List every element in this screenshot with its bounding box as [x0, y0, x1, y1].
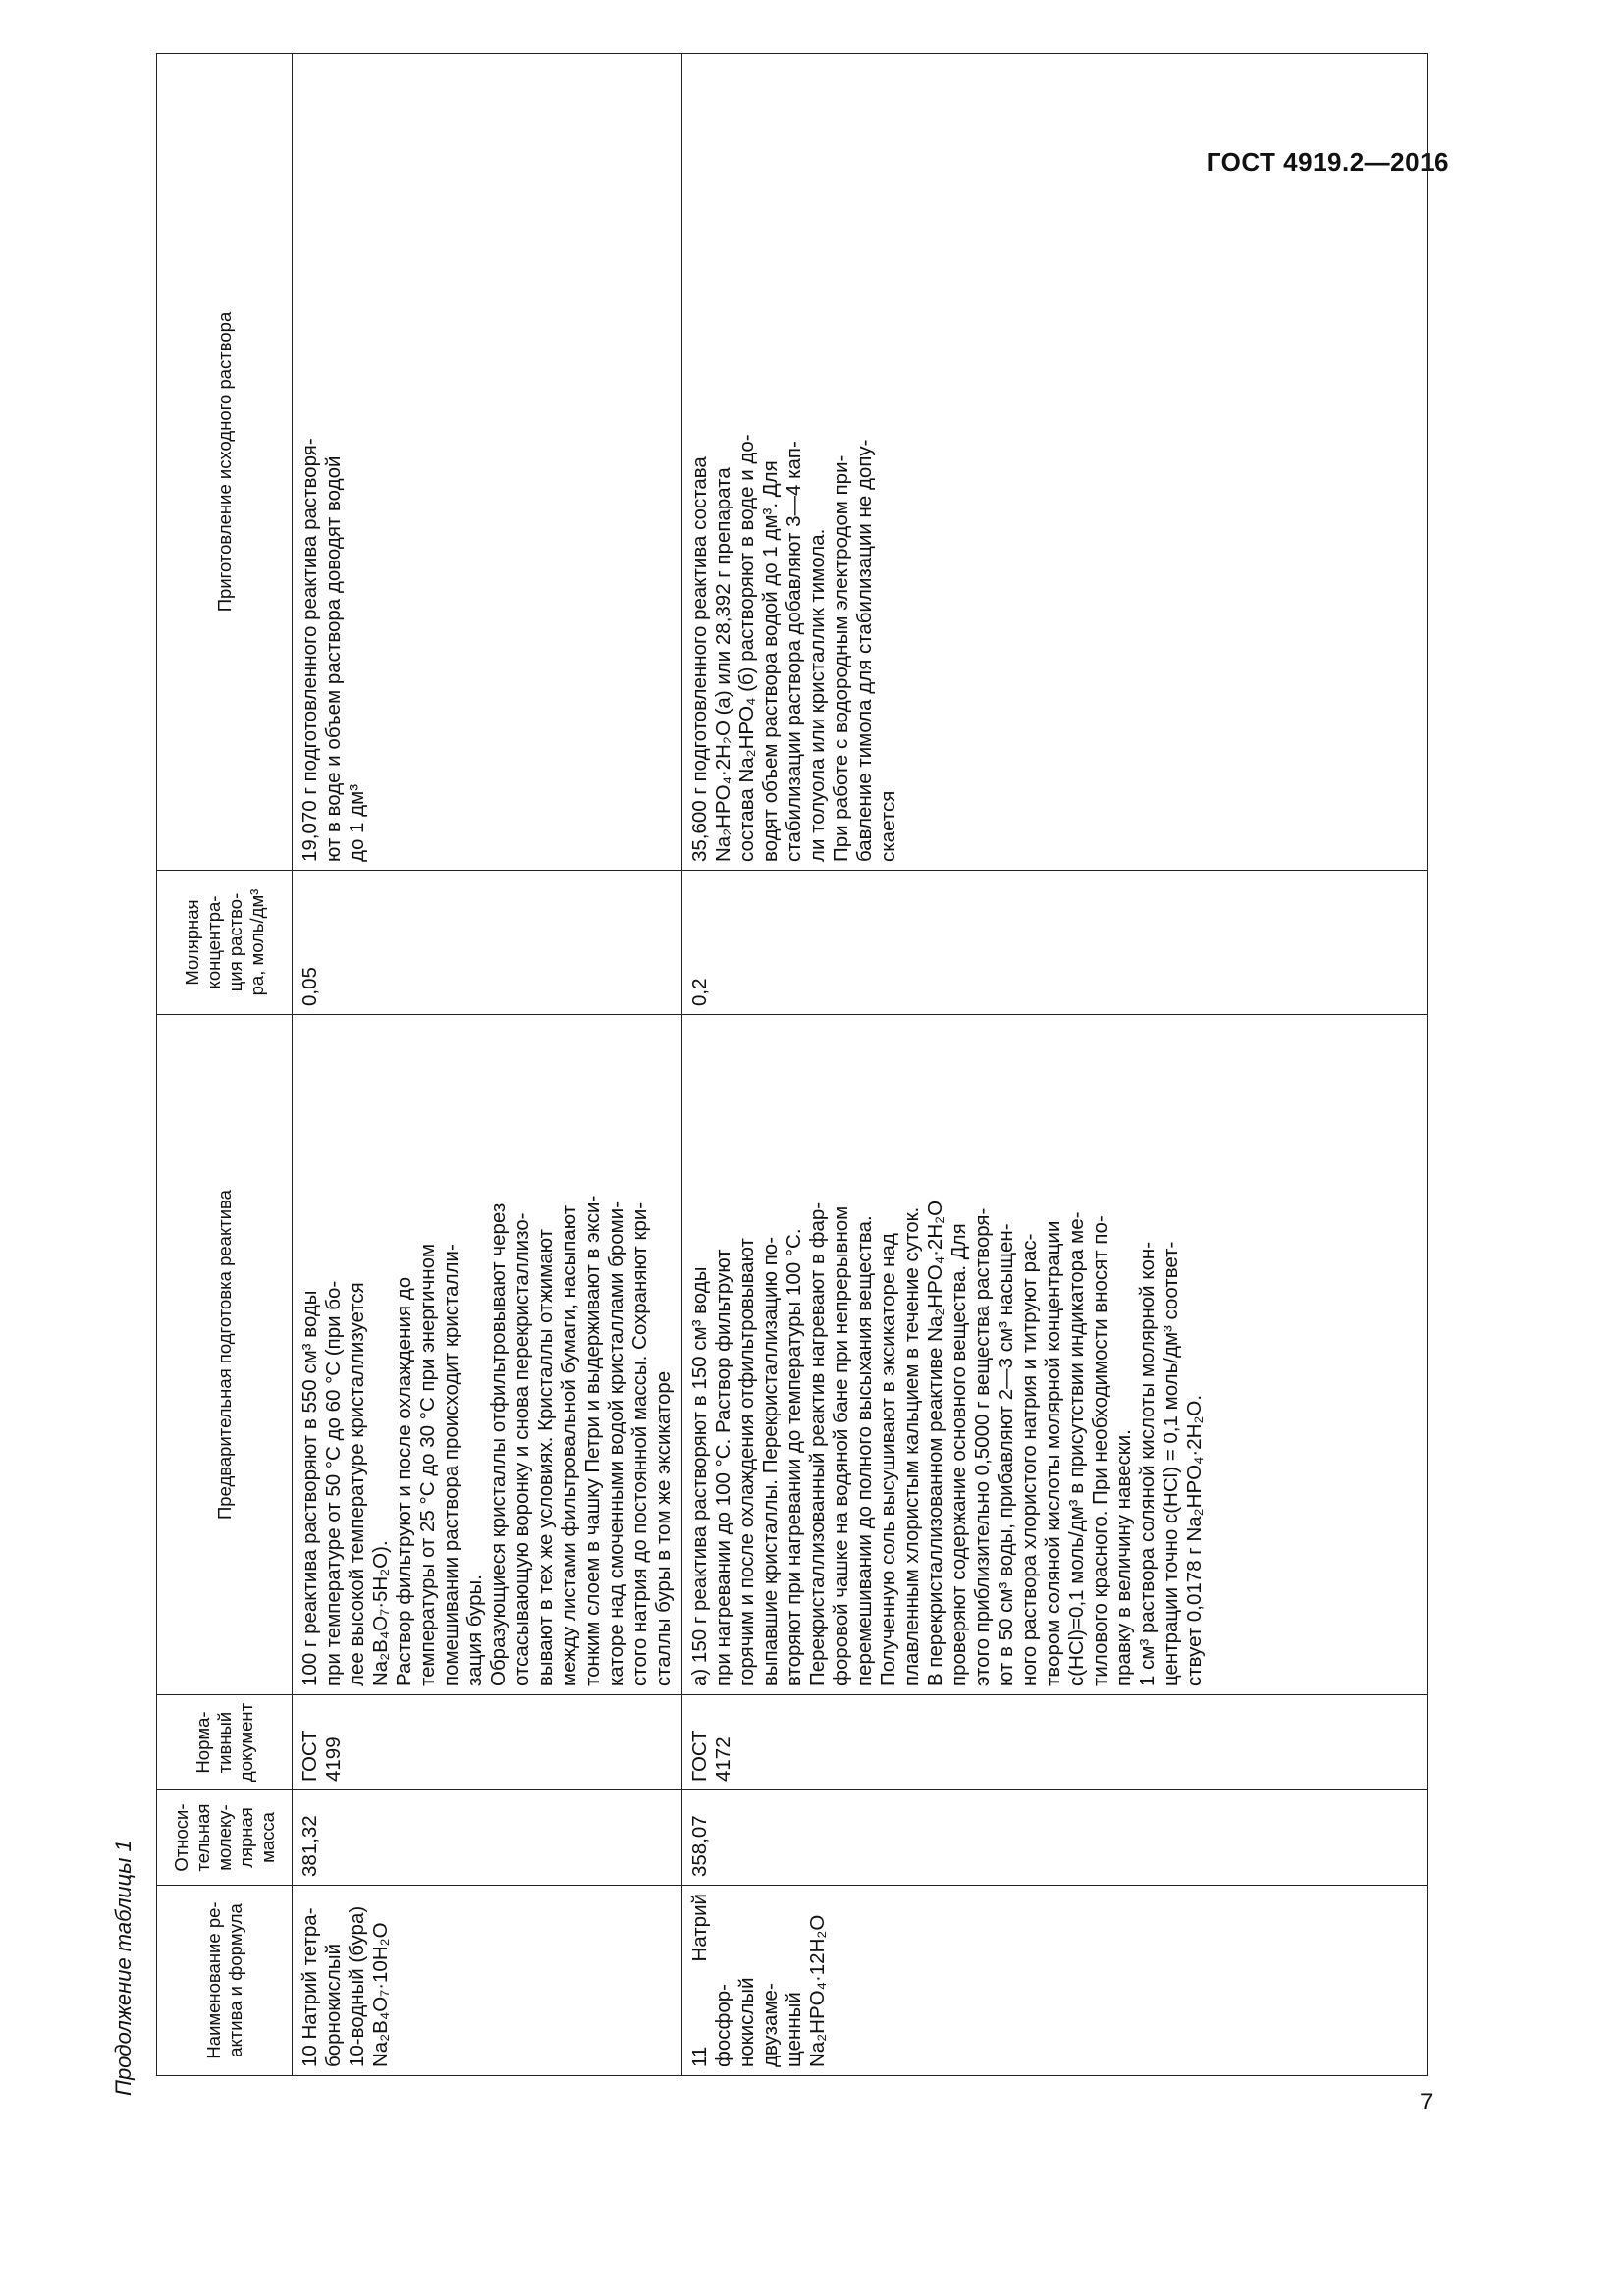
text-line: температуры от 25 °С до 30 °С при энергичном	[416, 1243, 439, 1686]
col-header-solution	[157, 54, 293, 871]
text-line: отсасывающую воронку и снова перекристаллизо-	[511, 1212, 533, 1686]
text-line: В перекристаллизованном реактиве Na₂HPO₄·2H₂O	[924, 1200, 947, 1686]
text-line: Na₂B₄O₇·5H₂O).	[369, 1540, 392, 1686]
text-line: 11 Натрий фосфор-	[688, 1894, 734, 2067]
text-line: состава Na₂HPO₄ (б) растворяют в воде и до-	[735, 434, 758, 862]
text-line: Na₂B₄O₇·10H₂O	[369, 1922, 392, 2067]
text-line: 35,600 г подготовленного реактива состава	[688, 456, 711, 862]
text-line: а) 150 г реактива растворяют в 150 см³ воды	[688, 1266, 711, 1686]
text-line: каторе над смоченными водой кристаллами броми-	[605, 1201, 627, 1686]
text-line: ют в воде и объем раствора доводят водой	[322, 455, 345, 862]
text-line: лее высокой температуре кристаллизуется	[346, 1282, 368, 1686]
text-line: перемешивании до полного высыхания вещества.	[853, 1215, 876, 1686]
text-line: Раствор фильтруют и после охлаждения до	[393, 1276, 415, 1686]
text-line: молеку-	[213, 1804, 235, 1871]
text-line: до 1 дм³	[346, 783, 368, 862]
text-line: вывают в тех же условиях. Кристаллы отжимают	[534, 1228, 557, 1686]
text-line: стабилизации раствора добавляют 3—4 кап-	[783, 441, 805, 862]
text-line: Молярная	[181, 899, 202, 986]
reagent-name-cell	[682, 1886, 1428, 2076]
table-row	[682, 54, 1428, 2076]
text-line: тельная	[191, 1803, 213, 1872]
text-line: бавление тимола для стабилизации не допу-	[853, 439, 876, 862]
preparation-cell	[682, 1015, 1428, 1695]
text-line: Na₂HPO₄·12H₂O	[806, 1914, 829, 2067]
text-line: центрации точно c(HCl) = 0,1 моль/дм³ соответ-	[1160, 1241, 1182, 1686]
text-line: ли толуола или кристаллик тимола.	[806, 528, 829, 862]
text-line: Норма-	[191, 1711, 213, 1774]
text-line: водят объем раствора водой до 1 дм³. Для	[759, 460, 782, 862]
preparation-cell	[293, 1015, 682, 1695]
text-line: выпавшие кристаллы. Перекристаллизацию по-	[759, 1236, 782, 1686]
text-line: тивный	[213, 1711, 235, 1774]
text-line: ра, моль/дм³	[245, 888, 267, 996]
text-line: 100 г реактива растворяют в 550 см³ воды	[298, 1290, 321, 1686]
text-line: Образующиеся кристаллы отфильтровывают через	[487, 1202, 510, 1686]
text-line: стого натрия до постоянной массы. Сохраняют кри-	[628, 1201, 651, 1686]
molecular-mass-cell: 381,32	[293, 1790, 682, 1886]
text-line: Приготовление исходного раствора	[213, 311, 235, 613]
solution-cell	[293, 54, 682, 871]
text-line: плавленным хлористым кальцием в течение суток.	[900, 1206, 923, 1686]
text-line: При работе с водородным электродом при-	[830, 454, 852, 862]
text-line: при нагревании до 100 °С. Раствор фильтруют	[712, 1249, 734, 1686]
text-line: лярная	[235, 1807, 256, 1868]
text-line: тонким слоем в чашку Петри и выдерживают в экси-	[581, 1195, 604, 1686]
text-line: документ	[235, 1702, 256, 1783]
text-line: 10 Натрий тетра-	[298, 1907, 321, 2067]
text-line: при температуре от 50 °С до 60 °С (при бо-	[322, 1280, 345, 1686]
table-caption: Продолжение таблицы 1	[111, 1840, 135, 2096]
text-line: актива и формула	[224, 1903, 245, 2057]
text-line: 10-водный (бура)	[346, 1905, 368, 2067]
table-row	[293, 54, 682, 2076]
text-line: тилового красного. При необходимости вносят по-	[1089, 1215, 1111, 1686]
standard-code: ГОСТ 4919.2—2016	[1206, 147, 1449, 177]
text-line: зация буры.	[463, 1575, 486, 1686]
normative-doc-cell: ГОСТ 4199	[293, 1695, 682, 1790]
text-line: ствует 0,0178 г Na₂HPO₄·2H₂O.	[1183, 1394, 1206, 1686]
col-header-prep	[157, 1015, 293, 1695]
solution-cell	[682, 54, 1428, 871]
text-line: форовой чашке на водяной бане при непрерывном	[830, 1205, 852, 1686]
col-header-conc	[157, 871, 293, 1015]
text-line: щенный	[783, 1992, 805, 2067]
text-line: ного раствора хлористого натрия и титруют рас-	[1018, 1233, 1041, 1686]
table-header-row	[157, 54, 293, 2076]
text-line: 1 см³ раствора соляной кислоты молярной кон-	[1136, 1241, 1159, 1686]
reagent-table	[156, 53, 1428, 2076]
text-line: скается	[877, 790, 899, 862]
text-line: концентра-	[202, 895, 224, 989]
text-line: ют в 50 см³ воды, прибавляют 2—3 см³ насыщен-	[995, 1223, 1017, 1686]
concentration-cell: 0,2	[682, 871, 1428, 1015]
text-line: твором соляной кислоты молярной концентрации	[1042, 1220, 1064, 1686]
text-line: Полученную соль высушивают в эксикаторе над	[877, 1233, 899, 1686]
text-line: Относи-	[170, 1803, 191, 1872]
col-header-doc	[157, 1695, 293, 1790]
text-line: масса	[256, 1812, 278, 1863]
text-line: ция раство-	[224, 892, 245, 992]
col-header-name	[157, 1886, 293, 2076]
text-line: помешивании раствора происходит кристалли-	[440, 1244, 462, 1686]
text-line: сталлы буры в том же эксикаторе	[652, 1370, 675, 1686]
normative-doc-cell: ГОСТ 4172	[682, 1695, 1428, 1790]
text-line: горячим и после охлаждения отфильтровывают	[735, 1238, 758, 1686]
text-line: правку в величину навески.	[1112, 1429, 1135, 1686]
text-line: нокислый двузаме-	[735, 1977, 782, 2067]
col-header-mass	[157, 1790, 293, 1886]
text-line: 19,070 г подготовленного реактива растворя-	[298, 438, 321, 862]
text-line: проверяют содержание основного вещества. Для	[947, 1223, 970, 1686]
page-number: 7	[1420, 2089, 1434, 2115]
text-line: Наименование ре-	[202, 1901, 224, 2059]
text-line: Предварительная подготовка реактива	[213, 1190, 235, 1520]
text-line: вторяют при нагревании до температуры 100 °С.	[783, 1228, 805, 1686]
concentration-cell: 0,05	[293, 871, 682, 1015]
text-line: Перекристаллизованный реактив нагревают в фар-	[806, 1201, 829, 1686]
reagent-name-cell	[293, 1886, 682, 2076]
text-line: c(HCl)=0,1 моль/дм³ в присутствии индикатора ме-	[1065, 1211, 1088, 1686]
text-line: борнокислый	[322, 1943, 345, 2067]
rotated-table-area	[111, 44, 1433, 2096]
molecular-mass-cell: 358,07	[682, 1790, 1428, 1886]
text-line: этого приблизительно 0,5000 г вещества растворя-	[971, 1207, 994, 1686]
text-line: Na₂HPO₄·2H₂O (а) или 28,392 г препарата	[712, 467, 734, 862]
text-line: между листами фильтровальной бумаги, насыпают	[558, 1204, 580, 1686]
